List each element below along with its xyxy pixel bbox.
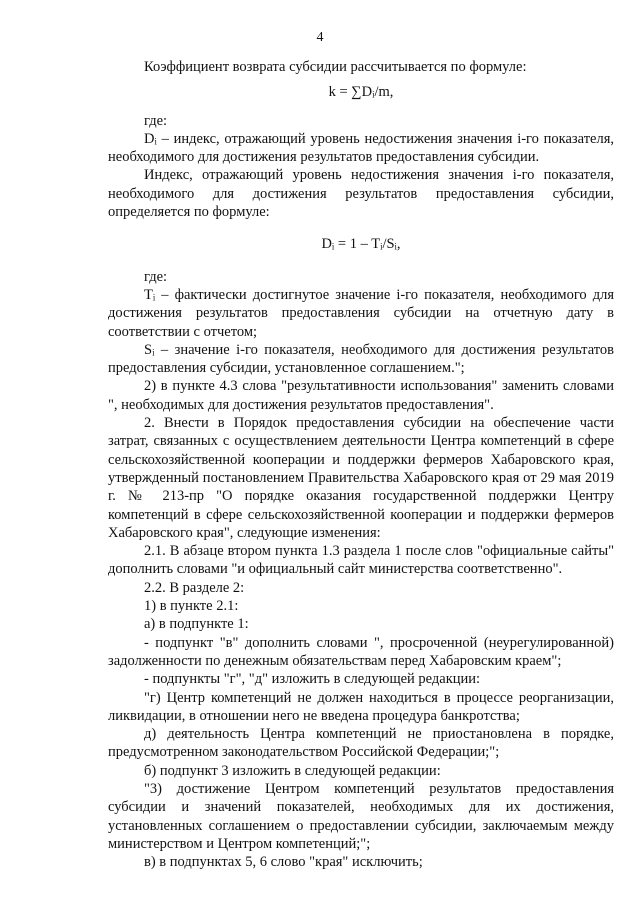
paragraph-formula-intro: Коэффициент возврата субсидии рассчитывается по формуле: <box>144 59 527 75</box>
paragraph-where-2: где: <box>144 268 168 285</box>
paragraph-subitem-3: б) подпункт 3 изложить в следующей редакции: <box>144 762 441 779</box>
paragraph-subitems-g-d: - подпункты "г", "д" изложить в следующей редакции: <box>144 671 481 688</box>
formula-k: k = ∑Dᵢ/m, <box>328 84 394 101</box>
paragraph-index-intro: Индекс, отражающий уровень недостижения значения i-го показателя, необходимого для достижения результатов предоставления субсидии, определяется по формуле: <box>108 167 614 221</box>
paragraph-di-definition: Dᵢ – индекс, отражающий уровень недостижения значения i-го показателя, необходимого для достижения результатов предоставления субсидии. <box>108 130 614 166</box>
paragraph-item-2-1: 1) в пункте 2.1: <box>144 598 239 615</box>
paragraph-subitem-d-text: д) деятельность Центра компетенций не приостановлена в порядке, предусмотренном законодательством Российской Федерации;"; <box>108 726 614 761</box>
formula-di: Dᵢ = 1 – Tᵢ/Sᵢ, <box>321 236 401 253</box>
paragraph-amendment-2: 2. Внести в Порядок предоставления субсидии на обеспечение части затрат, связанных с осуществлением деятельности Центра компетенций в сфере сельскохозяйственной кооперации и поддержки фермеров Хабаровского края, утвержденный постановлением Правительства Хабаровского края от 29 мая 2019 г. № 213-пр "О порядке оказания государственной поддержки Центру компетенций в сфере сельскохозяйственной кооперации и поддержки фермеров Хабаровского края", следующие изменения: <box>108 415 614 541</box>
paragraph-item-2-4-3: 2) в пункте 4.3 слова "результативности использования" заменить словами ", необходимых для достижения результатов предоставления". <box>108 378 614 413</box>
document-body <box>108 58 614 871</box>
paragraph-amendment-2-1: 2.1. В абзаце втором пункта 1.3 раздела 1 после слов "официальные сайты" дополнить словами "и официальный сайт министерства соответственно". <box>108 543 614 578</box>
paragraph-subitem-v: - подпункт "в" дополнить словами ", просроченной (неурегулированной) задолженности по денежным обязательствам перед Хабаровским краем"; <box>108 634 614 669</box>
paragraph-subitem-1: а) в подпункте 1: <box>144 616 249 633</box>
paragraph-si-definition: Sᵢ – значение i-го показателя, необходимого для достижения результатов предоставления субсидии, установленное соглашением."; <box>108 341 614 377</box>
paragraph-subitems-5-6: в) в подпунктах 5, 6 слово "края" исключить; <box>144 854 423 871</box>
paragraph-amendment-2-2: 2.2. В разделе 2: <box>144 579 245 596</box>
paragraph-subitem-3-text: "3) достижение Центром компетенций результатов предоставления субсидии и значений показателей, необходимых для их достижения, установленных соглашением о предоставлении субсидии, заключаемым между министерством и Центром компетенций;"; <box>108 780 614 852</box>
paragraph-ti-definition: Tᵢ – фактически достигнутое значение i-го показателя, необходимого для достижения результатов предоставления субсидии на отчетную дату в соответствии с отчетом; <box>108 286 614 340</box>
paragraph-where-1: где: <box>144 112 168 129</box>
page-number: 4 <box>316 30 324 45</box>
paragraph-subitem-g-text: "г) Центр компетенций не должен находиться в процессе реорганизации, ликвидации, в отношении него не введена процедура банкротства; <box>108 689 614 724</box>
